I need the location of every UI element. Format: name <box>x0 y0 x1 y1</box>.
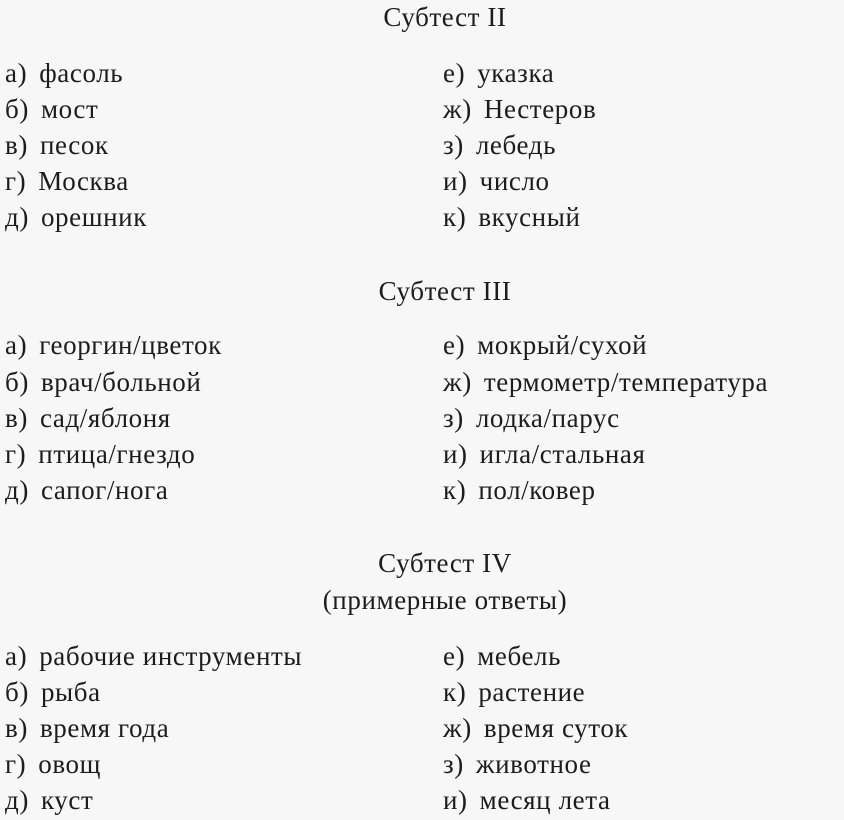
list-item <box>443 132 556 159</box>
list-item <box>443 168 550 195</box>
item-label: г) <box>5 166 27 196</box>
item-text: куст <box>40 785 94 815</box>
item-label: к) <box>443 475 467 505</box>
item-text: пол/ковер <box>478 475 596 505</box>
list-item <box>443 679 585 706</box>
item-label: б) <box>5 94 29 124</box>
item-text: лодка/парус <box>475 403 620 433</box>
item-label: и) <box>443 166 468 196</box>
list-item <box>5 96 98 123</box>
item-label: е) <box>443 641 466 671</box>
item-label: ж) <box>443 367 472 397</box>
item-text: сапог/нога <box>40 475 169 505</box>
list-item <box>5 204 147 231</box>
item-label: и) <box>443 785 468 815</box>
item-label: е) <box>443 330 466 360</box>
list-item <box>443 405 620 432</box>
item-label: е) <box>443 58 466 88</box>
list-item <box>443 441 646 468</box>
item-label: а) <box>5 58 28 88</box>
item-label: в) <box>5 130 28 160</box>
list-item <box>443 204 581 231</box>
item-label: а) <box>5 330 28 360</box>
item-label: д) <box>5 202 29 232</box>
list-item <box>5 787 93 814</box>
list-item <box>5 332 222 359</box>
item-text: игла/стальная <box>479 439 646 469</box>
list-item <box>443 715 628 742</box>
list-item <box>443 477 596 504</box>
item-text: указка <box>477 58 555 88</box>
list-item <box>5 715 169 742</box>
list-item <box>443 643 561 670</box>
item-text: число <box>479 166 550 196</box>
item-text: лебедь <box>475 130 556 160</box>
item-text: термометр/температура <box>483 367 769 397</box>
item-label: и) <box>443 439 468 469</box>
item-text: время суток <box>483 713 629 743</box>
list-item <box>5 643 302 670</box>
item-label: з) <box>443 749 464 779</box>
item-text: овощ <box>38 749 102 779</box>
item-text: мост <box>40 94 99 124</box>
section-title-subtest-4: Субтест IV <box>378 548 512 578</box>
item-text: рыба <box>40 677 101 707</box>
item-label: г) <box>5 439 27 469</box>
list-item <box>443 96 596 123</box>
section-title-subtest-3: Субтест III <box>378 276 512 306</box>
item-label: з) <box>443 130 464 160</box>
item-text: время года <box>39 713 170 743</box>
item-label: к) <box>443 677 467 707</box>
list-item <box>443 60 554 87</box>
item-text: растение <box>478 677 586 707</box>
list-item <box>5 405 171 432</box>
item-label: а) <box>5 641 28 671</box>
list-item <box>5 168 129 195</box>
item-text: Нестеров <box>483 94 597 124</box>
item-text: рабочие инструменты <box>39 641 303 671</box>
item-text: птица/гнездо <box>38 439 196 469</box>
list-item <box>443 332 647 359</box>
item-label: в) <box>5 403 28 433</box>
item-text: сад/яблоня <box>39 403 171 433</box>
item-text: мебель <box>477 641 562 671</box>
item-label: г) <box>5 749 27 779</box>
item-label: б) <box>5 367 29 397</box>
item-label: з) <box>443 403 464 433</box>
item-label: б) <box>5 677 29 707</box>
item-label: д) <box>5 785 29 815</box>
item-text: животное <box>475 749 592 779</box>
item-label: ж) <box>443 713 472 743</box>
item-text: орешник <box>40 202 147 232</box>
list-item <box>5 132 109 159</box>
item-label: в) <box>5 713 28 743</box>
list-item <box>5 477 168 504</box>
list-item <box>5 60 123 87</box>
item-text: Москва <box>38 166 129 196</box>
item-text: песок <box>39 130 109 160</box>
item-text: фасоль <box>39 58 124 88</box>
item-label: ж) <box>443 94 472 124</box>
item-label: д) <box>5 475 29 505</box>
section-title-subtest-2: Субтест II <box>383 2 507 32</box>
section-subtitle: (примерные ответы) <box>322 585 568 615</box>
item-text: мокрый/сухой <box>477 330 648 360</box>
list-item <box>443 751 592 778</box>
item-text: георгин/цветок <box>39 330 222 360</box>
item-text: врач/больной <box>40 367 202 397</box>
list-item <box>5 679 101 706</box>
item-text: вкусный <box>478 202 581 232</box>
item-text: месяц лета <box>479 785 611 815</box>
list-item <box>5 441 195 468</box>
list-item <box>5 369 201 396</box>
item-label: к) <box>443 202 467 232</box>
list-item <box>443 369 768 396</box>
list-item <box>5 751 101 778</box>
list-item <box>443 787 611 814</box>
